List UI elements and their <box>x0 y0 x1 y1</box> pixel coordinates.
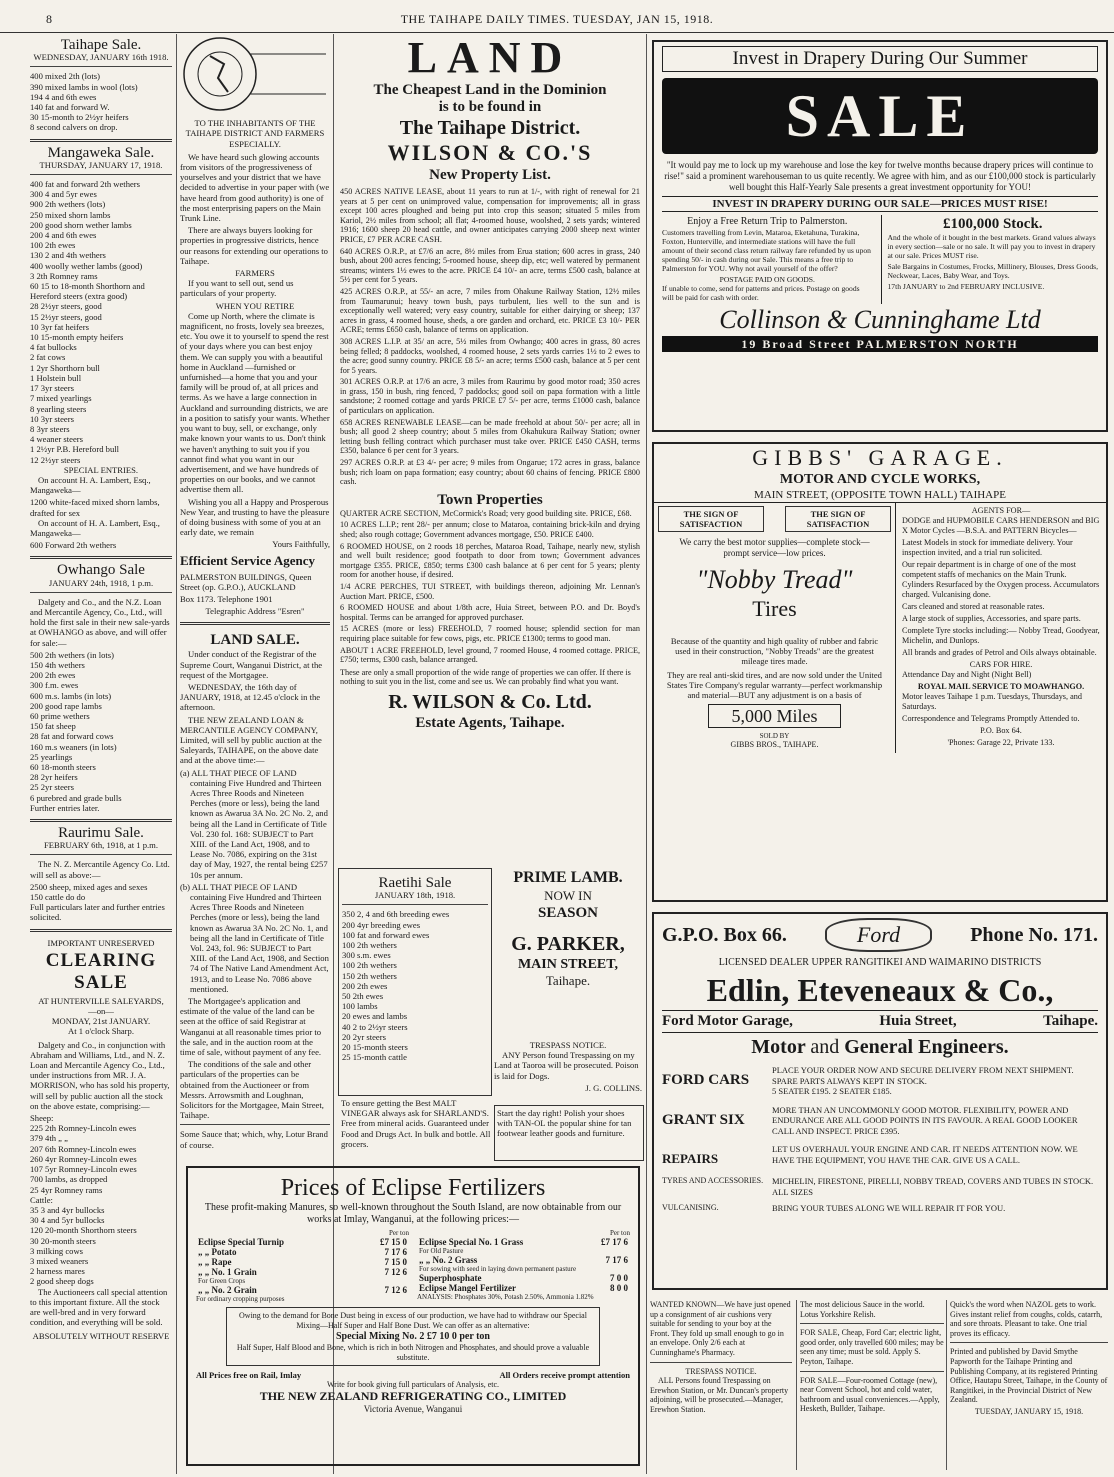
malt-ad <box>338 1095 494 1161</box>
grant-six-text: MORE THAN AN UNCOMMONLY GOOD MOTOR. FLEXIBILITY, POWER AND ENDURANCE ARE ALL GOOD POINTS IN ITS FAVOUR. A REAL GOOD LOOKER CALL AND INSPECT. PRICE £395. <box>772 1104 1078 1136</box>
property-listing: 425 ACRES O.R.P., at 55/- an acre, 7 miles from Ohakune Railway Station, 12½ miles from Taumarunui; heavy town bush, pays turbulent, lies well to the sun and is exceptionally well watered; very easy country, suitable for either dairying or sheep; 137 acres in grass, 4 roomed house, sheds, a ore garden and orchard, etc. PRICE £3 10/- PER ACRE; terms £650 cash, balance of terms on application. <box>340 286 640 335</box>
list-item: 20 2yr steers <box>342 1031 386 1042</box>
property-listing: 450 ACRES NATIVE LEASE, about 11 years to run at 1/-, with right of renewal for 21 years at 5 per cent on unimproved value, compensation for improvements; all in grass except 100 acres ploughed and being put into crop this season; situated 5 miles from Kariol, 2½ miles from school; all flat; 4-roomed house, woolshed, 2 sets yards; wintered 1916; 1600 sheep 20 head cattle, and owner anticipates carrying 2000 sheep next winter PRICE, £7 PER ACRE CASH. <box>340 187 640 244</box>
land-property-list <box>340 187 640 487</box>
eclipse-write: Write for book giving full particulars of Analysis, etc. <box>326 1380 500 1389</box>
list-item: drafted for sex <box>30 507 81 518</box>
vulc-text: BRING YOUR TUBES ALONG WE WILL REPAIR IT FOR YOU. <box>772 1203 1006 1213</box>
list-item: 3 mixed weaners <box>30 1255 89 1266</box>
clearing-time: At 1 o'clock Sharp. <box>68 1026 134 1037</box>
classified-mid <box>796 1300 944 1470</box>
list-item: 10 3yr steers <box>30 413 74 424</box>
drapery-sale-banner: SALE <box>662 78 1098 154</box>
list-item: 25 4yr Romney rams <box>30 1184 103 1195</box>
drapery-invest: INVEST IN DRAPERY DURING OUR SALE—PRICES MUST RISE! <box>662 196 1098 212</box>
price-row: For sowing with seed in laying down permanent pasture <box>419 1265 577 1273</box>
special-entries: SPECIAL ENTRIES. <box>63 464 139 475</box>
list-item: 50 2th ewes <box>342 991 384 1002</box>
price-row: Superphosphate 7 0 0 <box>419 1273 628 1283</box>
price-row: „ „ No. 1 Grain 7 12 6 <box>198 1267 407 1277</box>
eclipse-right-note: ANALYSIS: Phosphates 30%, Potash 2.50%, Ammonia 1.82% <box>417 1293 594 1301</box>
list-item: 8 second calvers on drop. <box>30 122 118 133</box>
drapery-banner: Invest in Drapery During Our Summer <box>662 46 1098 72</box>
nazol-ad: Quick's the word when NAZOL gets to work. Gives instant relief from coughs, colds, catarrh, and sore throats. Pleasant to take. One trial proves its efficacy. <box>950 1300 1103 1338</box>
mangaweka-sale-list <box>30 179 172 465</box>
stock-title: £100,000 Stock. <box>942 216 1043 232</box>
list-item: 1 Holstein bull <box>30 372 82 383</box>
list-item: 8 yearling steers <box>30 403 87 414</box>
list-item: 25 yearlings <box>30 751 73 762</box>
list-item: 10 3yr fat heifers <box>30 321 89 332</box>
land-sale-p3: The Mortgagee's application and estimate of the value of the land can be seen at the office of said Registrar at Wanganui at all reasonable times prior to the sale, and in the auction room at the time of sale, without payment of any fee. <box>180 996 322 1058</box>
list-item: 20 15-month steers <box>342 1042 408 1053</box>
edlin-phone: Phone No. 171. <box>970 923 1098 946</box>
eclipse-right-table <box>417 1237 630 1293</box>
esa-address-2: Box 1173. Telephone 1901 <box>180 593 273 604</box>
prime-lamb-name: G. PARKER, <box>511 933 625 955</box>
edlin-box: G.P.O. Box 66. <box>662 923 787 946</box>
price-row: Eclipse Special No. 1 Grass £7 17 6 <box>419 1237 628 1247</box>
for-sale-cottage: FOR SALE—Four-roomed Cottage (new), near Convent School, hot and cold water, bathroom and usual conveniences.—Apply, Hesketh, Bullder, Taihape. <box>800 1375 940 1414</box>
taihape-sale-title: Taihape Sale. <box>60 37 142 53</box>
list-item: 8 3yr steers <box>30 423 70 434</box>
classified-left <box>650 1300 792 1470</box>
land-sale-intro: Under conduct of the Registrar of the Supreme Court, Wanganui District, at the request of the Mortgagee. <box>180 649 323 680</box>
royal-mail: ROYAL MAIL SERVICE TO MOAWHANGO. <box>917 682 1085 691</box>
gibbs-phones: 'Phones: Garage 22, Private 133. <box>947 738 1055 747</box>
list-item: 4 weaner steers <box>30 434 83 445</box>
list-item: 140 fat and forward W. <box>30 102 110 113</box>
esa-para-4: Come up North, where the climate is magnificent, no frosts, lovely sea breezes, etc. You owe it to yourself to spend the rest of your days where you can best enjoy them. We can supply you with a beautiful home in Auckland —furnished or unfurnished—a home that you and your family will be proud of, at all prices and terms. As we have a large connection in Auckland and surrounding districts, we are in a position to satisfy your wants. Whether you want to buy, sell, or exchange, only make known your wants to us. Don't think we haven't anything to suit you if you cannot find what you want in our advertisement, and we have hundreds of properties on our books, and we cannot advertise them all. <box>180 310 330 495</box>
clearing-list <box>30 1113 172 1286</box>
prime-lamb-town: Taihape. <box>545 973 591 988</box>
ford-cars-text: PLACE YOUR ORDER NOW AND SECURE DELIVERY FROM NEXT SHIPMENT. SPARE PARTS ALWAYS KEPT IN STOCK. <box>772 1065 1074 1086</box>
clearing-footer: ABSOLUTELY WITHOUT RESERVE <box>32 1331 170 1342</box>
esa-address-3: Telegraphic Address "Esren" <box>205 606 305 617</box>
raurimu-sale-title: Raurimu Sale. <box>58 825 144 842</box>
edlin-name: Edlin, Eteveneaux & Co., <box>706 972 1054 1008</box>
list-item: 600 Forward 2th wethers <box>30 540 117 551</box>
list-item: 30 20-month steers <box>30 1235 96 1246</box>
eclipse-left-table <box>196 1237 409 1295</box>
land-footer-1: R. WILSON & Co. Ltd. <box>388 690 592 713</box>
list-item: 200 good rape lambs <box>30 700 102 711</box>
postage-title: POSTAGE PAID ON GOODS. <box>719 275 815 284</box>
nobby-tread: "Nobby Tread" <box>696 565 853 594</box>
account-lambert-1: On account H. A. Lambert, Esq., Mangaweka— <box>30 474 151 496</box>
list-item: 300 f.m. ewes <box>30 680 79 691</box>
list-item: 200 good shorn wether lambs <box>30 219 132 230</box>
gibbs-title: GIBBS' GARAGE. <box>752 445 1008 470</box>
raurimu-further: Full particulars later and further entries solicited. <box>30 902 165 923</box>
list-item: 40 2 to 2½yr steers <box>342 1021 408 1032</box>
list-item: 17 3yr steers <box>30 383 74 394</box>
esa-header: TO THE INHABITANTS OF THE TAIHAPE DISTRICT AND FARMERS ESPECIALLY. <box>185 118 325 149</box>
esa-globe-icon <box>180 34 330 114</box>
taihape-sale-list <box>30 71 172 132</box>
eclipse-left-note: For ordinary cropping purposes <box>196 1295 285 1303</box>
gibbs-because: Because of the quantity and high quality of rubber and fabric used in their construction, "Nobby Treads" are the greatest mileage tires made. <box>670 636 879 666</box>
tyres-label: TYRES AND ACCESSORIES. <box>662 1176 764 1185</box>
list-item: 25 2yr steers <box>30 782 74 793</box>
gibbs-tagline: We carry the best motor supplies—complete stock—prompt service—low prices. <box>679 537 870 558</box>
list-item: 3 2th Romney rams <box>30 270 98 281</box>
list-item: 130 2 and 4th wethers <box>30 250 106 261</box>
latest-models: Latest Models in stock for immediate delivery. Your inspection invited, and a trial run solicited. <box>902 538 1073 557</box>
land-footer-2: Estate Agents, Taihape. <box>415 714 565 731</box>
eclipse-free: All Prices free on Rail, Imlay <box>196 1370 302 1380</box>
erewhon-trespass: ALL Persons found Trespassing on Erewhon Station, or Mr. Duncan's property adjoining, will be prosecuted.—Manager, Erewhon Station. <box>650 1376 789 1414</box>
town-property-listing: 6 ROOMED HOUSE, on 2 roods 18 perches, Mataroa Road, Taihape, nearly new, stylish and well built residence; good footpath to door from town; Government advances mortgage £355. PRICE, £850; terms £300 cash balance at 6 per cent for 5 years; plenty room for another house, if desired. <box>340 541 640 580</box>
eclipse-left-head: Per ton <box>388 1229 409 1237</box>
eclipse-right-head: Per ton <box>609 1229 630 1237</box>
list-item: 12 2½yr steers <box>30 454 81 465</box>
edlin-taihape: Taihape. <box>1043 1013 1098 1029</box>
list-item: 1200 white-faced mixed shorn lambs, <box>30 497 160 508</box>
eclipse-intro: These profit-making Manures, so well-known throughout the South Island, are now obtainable from our works at Imlay, Wanganui, at the following prices:— <box>204 1202 622 1225</box>
list-item: 207 6th Romney-Lincoln ewes <box>30 1143 137 1154</box>
eclipse-ad <box>186 1166 640 1466</box>
gibbs-oils: All brands and grades of Petrol and Oils always obtainable. <box>902 648 1097 657</box>
esa-para-2: There are always buyers looking for properties in progressive districts, hence our reasons for extending our operations to Taihape. <box>180 225 328 266</box>
owhango-sale-list <box>30 650 172 803</box>
raetihi-date: JANUARY 18th, 1918. <box>374 890 456 901</box>
gibbs-sub: MOTOR AND CYCLE WORKS, <box>779 472 981 487</box>
town-property-listing: 1/4 ACRE PERCHES, TUI STREET, with buildings thereon, adjoining Mr. Lennan's Auction Mart. PRICE, £500. <box>340 581 640 601</box>
miles-label: 5,000 Miles <box>708 704 841 728</box>
gibbs-street: MAIN STREET, (OPPOSITE TOWN HALL) TAIHAPE <box>654 488 1106 503</box>
clearing-date: MONDAY, 21st JANUARY. <box>51 1016 151 1027</box>
edlin-motor: Motor <box>751 1036 806 1058</box>
drapery-firm: Collinson & Cunninghame Ltd <box>719 305 1041 334</box>
list-item: 260 4yr Romney-Lincoln ewes <box>30 1153 137 1164</box>
town-property-listing: QUARTER ACRE SECTION, McCormick's Road; very good building site. PRICE, £68. <box>340 508 632 518</box>
cars-for-hire: CARS FOR HIRE. <box>969 660 1033 669</box>
grant-six-label: GRANT SIX <box>662 1111 745 1128</box>
list-item: 28 2yr heifers <box>30 772 78 783</box>
list-item: 4 fat bullocks <box>30 342 77 353</box>
price-row: „ „ No. 2 Grain 7 12 6 <box>198 1285 407 1295</box>
raurimu-sale-list <box>30 882 172 902</box>
agents-list: DODGE and HUPMOBILE CARS HENDERSON and BIG X Motor Cycles —B.S.A. and PATTERN Bicycles— <box>902 516 1100 535</box>
vulc-label: VULCANISING. <box>662 1203 719 1212</box>
drapery-ad <box>652 40 1108 432</box>
gibbs-stock: A large stock of supplies, Accessories, and spare parts. <box>902 614 1081 623</box>
sign-of-satisfaction-2: THE SIGN OF SATISFACTION <box>785 506 891 532</box>
bone-text: Owing to the demand for Bone Dust being in excess of our production, we have had to withdraw our Special Mixing—Half Super and Half Bone Dust. We can offer as an alternative: <box>239 1311 587 1330</box>
tanol-text: Start the day right! Polish your shoes with TAN-OL the popular shine for tan footwear leather goods and furniture. <box>497 1108 632 1139</box>
list-item: 200 2th ewes <box>342 980 388 991</box>
owhango-intro: Dalgety and Co., and the N.Z. Loan and Mercantile Agency, Co., Ltd., will hold the first sale in their new sale-yards at OWHANGO as above, and will offer for sale:— <box>30 596 170 648</box>
ford-cars-label: FORD CARS <box>662 1072 750 1088</box>
gibbs-bros: GIBBS BROS., TAIHAPE. <box>730 740 819 749</box>
clearing-intro: Dalgety and Co., in conjunction with Abraham and Williams, Ltd., and N. Z. Loan and Mercantile Agency Co., Ltd., under instructions from MR. J. A. MORRISON, who has sold his property, will sell by public auction all the stock on the above estate, comprising:— <box>30 1039 170 1111</box>
edlin-and: and <box>810 1036 840 1058</box>
trespass-collins-sign: J. G. COLLINS. <box>585 1082 642 1093</box>
clearing-important: IMPORTANT UNRESERVED <box>47 937 155 948</box>
edlin-garage: Ford Motor Garage, <box>662 1013 793 1029</box>
repair-dept: Our repair department is in charge of one of the most competent staffs of mechanics on the Main Trunk. Cylinders Resurfaced by the Oxygen process. Accumulators charged. Vulcanising done. <box>902 560 1100 599</box>
raurimu-intro: The N. Z. Mercantile Agency Co. Ltd. will sell as above:— <box>30 859 170 880</box>
drapery-quote: "It would pay me to lock up my warehouse and lose the key for twelve months because drapery prices will continue to rise!" said a prominent warehouseman to us quite recently. We agree with him, and as our £100,000 stock is particularly well bought this Half-Yearly Sale presents a great investment opportunity for YOU! <box>664 160 1096 192</box>
list-item: 15 2½yr steers, good <box>30 311 102 322</box>
property-listing: 658 ACRES RENEWABLE LEASE—can be made freehold at about 50/- per acre; all in bush; all good 2 sheep country; about 5 miles from Okahukura Railway Station; owner letting bush felling contract which purchaser must take over. PRICE £450 CASH, terms £350, balance 6 per cent for 3 years. <box>340 417 640 456</box>
esa-retire: WHEN YOU RETIRE <box>215 300 295 311</box>
list-item: 300 s.m. ewes <box>342 950 391 961</box>
list-item: 300 4 and 5yr ewes <box>30 189 97 200</box>
list-item: 350 2, 4 and 6th breeding ewes <box>342 909 450 920</box>
edlin-licensed: LICENSED DEALER UPPER RANGITIKEI AND WAIMARINO DISTRICTS <box>718 957 1042 968</box>
esa-sign: Yours Faithfully, <box>272 539 330 550</box>
property-listing: 640 ACRES O.R.P., at £7/6 an acre, 8½ miles from Erua station; 600 acres in grass, 240 bush, about 200 acres fencing; 5-roomed house, sheep dip, etc; well watered by permanent streams; winters 1½ ewes to the acre. PRICE £4 10/- an acre, terms £500 cash, balance at 5½ per cent for 5 years. <box>340 246 640 285</box>
list-item: 28 2½yr steers, good <box>30 301 102 312</box>
land-sub2: is to be found in <box>438 99 542 115</box>
price-row: „ „ No. 2 Grass 7 17 6 <box>419 1255 628 1265</box>
tanol-ad <box>494 1105 644 1161</box>
price-row: „ „ Rape 7 15 0 <box>198 1257 407 1267</box>
list-item: 150 cattle do do <box>30 892 86 903</box>
esa-farmers: FARMERS <box>235 268 275 279</box>
prime-lamb-ad <box>494 868 642 1028</box>
trespass-collins <box>494 1040 642 1100</box>
account-1-list <box>30 497 172 517</box>
eclipse-address: Victoria Avenue, Wanganui <box>363 1404 463 1414</box>
esa-title: Efficient Service Agency <box>180 552 316 568</box>
list-item: 100 fat and forward ewes <box>342 929 430 940</box>
list-item: 2 fat cows <box>30 352 66 363</box>
land-closing: These are only a small proportion of the wide range of properties we can offer. If there is nothing to suit you in the list, come and see us. We can probably find what you want. <box>340 667 631 687</box>
eclipse-title: Prices of Eclipse Fertilizers <box>280 1175 546 1201</box>
list-item: 35 3 and 4yr bullocks <box>30 1204 105 1215</box>
land-sale-a: (a) ALL THAT PIECE OF LAND containing Five Hundred and Thirteen Acres Three Roods and Nineteen Perches (more or less), being the land known as Awarua 3A No. 2C No. 2, and being all the Land in Certificate of Title Vol. 230 fol. 168: SUBJECT to Part XIII. of the Land Act, 1908, and to Lease No. 7086, expiring on the 31st day of May, 1927, the rental being £257 10s per annum. <box>180 767 328 880</box>
list-item: Cattle: <box>30 1194 53 1205</box>
land-sale-p2: THE NEW ZEALAND LOAN & MERCANTILE AGENCY COMPANY, Limited, will sell by public auction at the Saleyards, TAIHAPE, on the above date and at the above time:— <box>180 714 322 766</box>
bargains: Sale Bargains in Costumes, Frocks, Millinery, Blouses, Dress Goods, Neckwear, Laces, Baby Wear, and Toys. <box>887 262 1099 280</box>
ford-logo: Ford <box>825 918 932 952</box>
mangaweka-sale-date: THURSDAY, JANUARY 17, 1918. <box>39 159 163 170</box>
price-row: Eclipse Mangel Fertilizer 8 0 0 <box>419 1283 628 1293</box>
list-item: 6 purebred and grade bulls <box>30 792 122 803</box>
ford-cars-price: 5 SEATER £195. 2 SEATER £185. <box>772 1086 892 1096</box>
tires-label: Tires <box>752 596 797 621</box>
prime-lamb-season: SEASON <box>537 905 599 921</box>
cars-stored: Cars cleaned and stored at reasonable rates. <box>902 602 1045 611</box>
list-item: 225 2th Romney-Lincoln ewes <box>30 1123 137 1134</box>
wanted-known: WANTED KNOWN—We have just opened up a consignment of air cushions very suitable for sending to your boy at the Front. They fold up small enough to go in an envelope. Only 2/6 each at Cunninghame's Pharmacy. <box>650 1300 791 1357</box>
repairs-label: REPAIRS <box>662 1151 719 1166</box>
malt-text: To ensure getting the Best MALT VINEGAR always ask for SHARLAND'S. Free from mineral acids. Guaranteed under Food and Drugs Act. In bulk and bottle. All grocers. <box>341 1098 491 1149</box>
town-property-listing: 15 ACRES (more or less) FREEHOLD, 7 roomed house; splendid section for man requiring place suitable for few cows, pigs, etc. PRICE £1300; terms to good man. <box>340 624 640 643</box>
owhango-sale-title: Owhango Sale <box>57 562 145 579</box>
esa-para-5: Wishing you all a Happy and Prosperous New Year, and trusting to have the pleasure of doing business with some of you at an early date, we remain <box>180 496 330 538</box>
list-item: 600 m.s. lambs (in lots) <box>30 690 112 701</box>
list-item: 500 2th wethers (in lots) <box>30 649 115 660</box>
list-item: 25 15-month cattle <box>342 1052 407 1063</box>
price-row: Eclipse Special Turnip £7 15 0 <box>198 1237 407 1247</box>
town-property-listing: ABOUT 1 ACRE FREEHOLD, level ground, 7 roomed House, 4 roomed cottage. PRICE, £750; terms, £300 cash, balance arranged. <box>340 645 640 665</box>
list-item: 60 15 to 18-month Shorthorn and <box>30 281 145 292</box>
mangaweka-sale-title: Mangaweka Sale. <box>47 144 155 161</box>
list-item: 1 2½yr P.B. Hereford bull <box>30 444 120 455</box>
lotus-relish: The most delicious Sauce in the world. Lotus Yorkshire Relish. <box>800 1300 925 1319</box>
list-item: 200 4yr breeding ewes <box>342 919 421 930</box>
list-item: 250 mixed shorn lambs <box>30 209 111 220</box>
land-sale-b: (b) ALL THAT PIECE OF LAND containing Five Hundred and Thirteen Acres Three Roods and Nineteen Perches (more or less), being the land known as Awarua 3A No. 2C No. 1, and being all the land in Certificate of Title Vol. 243, fol. 96: SUBJECT to Part XIII. of the Land Act, 1908, and Section 74 of The Native Land Amendment Act, 1913, and to Lease No. 7086 above mentioned. <box>180 881 329 994</box>
imprint-date: TUESDAY, JANUARY 15, 1918. <box>974 1406 1084 1416</box>
sold-by: SOLD BY <box>759 732 790 740</box>
list-item: 28 fat and forward cows <box>30 731 114 742</box>
owhango-sale-date: JANUARY 24th, 1918, 1 p.m. <box>48 577 154 588</box>
list-item: 379 4th „ „ <box>30 1133 68 1144</box>
column-1 <box>30 34 172 1474</box>
gibbs-tyres: Complete Tyre stocks including:— Nobby Tread, Goodyear, Michelin, and Dunlops. <box>902 626 1100 645</box>
list-item: 100 2th ewes <box>30 240 76 251</box>
esa-para-1: We have heard such glowing accounts from visitors of the progressiveness of yourselves and your district that we have decided to advertise in your paper with (we have heard from good authority) is one of the most enterprising papers on the Main Trunk Line. <box>180 151 330 224</box>
list-item: 200 2th ewes <box>30 670 76 681</box>
gibbs-ad <box>652 442 1108 902</box>
land-sale-p4: The conditions of the sale and other particulars of the properties can be obtained from the Auctioneer or from Messrs. Arrowsmith and Loughnan, Solicitors for the Mortgagee, Main Street, Taihape. <box>180 1059 324 1121</box>
trespass-collins-text: ANY Person found Trespassing on my Land at Taoroa will be prosecuted. Poison is laid for Dogs. <box>494 1050 639 1081</box>
masthead-title: THE TAIHAPE DAILY TIMES. TUESDAY, JAN 15, 1918. <box>400 12 714 26</box>
prime-lamb-street: MAIN STREET, <box>517 957 619 972</box>
owhango-further: Further entries later. <box>30 802 100 813</box>
erewhon-trespass-title: TRESPASS NOTICE. <box>685 1366 757 1376</box>
gibbs-antiskid: They are real anti-skid tires, and are now sold under the United States Tire Company's regular warranty—perfect workmanship and material—BUT any adjustment is on a basis of <box>666 670 883 700</box>
correspondence: Correspondence and Telegrams Promptly Attended to. <box>902 714 1080 723</box>
list-item: 60 prime wethers <box>30 710 90 721</box>
gibbs-box: P.O. Box 64. <box>980 726 1022 735</box>
list-item: 107 5yr Romney-Lincoln ewes <box>30 1164 137 1175</box>
list-item: 900 2th wethers (lots) <box>30 199 106 210</box>
attendance: Attendance Day and Night (Night Bell) <box>902 670 1032 679</box>
list-item: 30 15-month to 2½yr heifers <box>30 112 129 123</box>
clearing-sale-title: CLEARING SALE <box>45 949 157 993</box>
list-item: 400 fat and forward 2th wethers <box>30 179 141 190</box>
list-item: 3 milking cows <box>30 1245 83 1256</box>
property-listing: 301 ACRES O.R.P. at 17/6 an acre, 3 miles from Raurimu by good motor road; 350 acres in grass, 150 in bush, ring fenced, 7 paddocks; good soil on papa formation with a little sandstone; 2 roomed cottage and yards PRICE £7 5/- per acre, terms £1000 cash, balance of particulars on application. <box>340 377 640 416</box>
clearing-at: AT HUNTERVILLE SALEYARDS, <box>38 995 164 1006</box>
page-number: 8 <box>46 12 52 26</box>
bone-desc: Half Super, Half Blood and Bone, which is rich in both Nitrogen and Phosphates, and should prove a valuable substitute. <box>236 1343 590 1362</box>
list-item: 100 2th wethers <box>342 940 397 951</box>
list-item: 150 fat sheep <box>30 721 76 732</box>
lotur-sauce: Some Sauce that; which, why, Lotur Brand of course. <box>180 1129 328 1150</box>
list-item: 30 4 and 5yr bullocks <box>30 1215 105 1226</box>
land-sub1: The Cheapest Land in the Dominion <box>373 82 607 98</box>
masthead <box>0 8 1114 33</box>
town-properties-title: Town Properties <box>437 491 543 508</box>
price-row: For Old Pasture <box>419 1247 464 1255</box>
esa-para-3: If you want to sell out, send us particulars of your property. <box>180 278 294 299</box>
trip-text: Customers travelling from Levin, Mataroa, Eketahuna, Turakina, Foxton, Hunterville, and intermediate stations will have the full amount of their second class return railway fare refunded by us upon spending 50/- in cash during our Sale. This means a free trip to Palmerston for YOU. Why not avail yourself of the offer? <box>662 228 871 273</box>
list-item: 700 lambs, as dropped <box>30 1174 108 1185</box>
list-item: 2500 sheep, mixed ages and sexes <box>30 881 148 892</box>
land-newlist: New Property List. <box>429 167 551 183</box>
eclipse-company: THE NEW ZEALAND REFRIGERATING CO., LIMITED <box>259 1389 567 1403</box>
land-district: The Taihape District. <box>399 117 581 139</box>
prime-lamb-now: NOW IN <box>544 888 592 903</box>
list-item: 100 lambs <box>342 1001 378 1012</box>
land-sale-p1: WEDNESDAY, the 16th day of JANUARY, 1918, at 12.45 o'clock in the afternoon. <box>180 681 321 713</box>
list-item: 160 m.s weaners (in lots) <box>30 741 117 752</box>
edlin-huia: Huia Street, <box>879 1013 957 1029</box>
clearing-on: —on— <box>88 1006 114 1017</box>
trespass-collins-title: TRESPASS NOTICE. <box>529 1040 607 1050</box>
prime-lamb-title: PRIME LAMB. <box>513 869 623 886</box>
list-item: 100 2th wethers <box>342 960 397 971</box>
list-item: 120 20-month Shorthorn steers <box>30 1225 137 1236</box>
raetihi-ad <box>338 868 492 1096</box>
list-item: 400 woolly wether lambs (good) <box>30 260 143 271</box>
eclipse-orders: All Orders receive prompt attention <box>499 1370 630 1380</box>
list-item: 150 2th wethers <box>342 970 397 981</box>
account-lambert-2: On account of H. A. Lambert, Esq., Mangaweka— <box>30 517 160 538</box>
tyres-text: MICHELIN, FIRESTONE, PIRELLI, NOBBY TREAD, COVERS AND TUBES IN STOCK. ALL SIZES <box>772 1176 1094 1197</box>
list-item: 60 18-month steers <box>30 762 96 772</box>
raetihi-title: Raetihi Sale <box>378 875 452 891</box>
list-item: 200 4 and 6th ewes <box>30 230 97 241</box>
list-item: 2 good sheep dogs <box>30 1276 94 1287</box>
account-2-list <box>30 540 172 550</box>
list-item: 10 15-month empty heifers <box>30 332 124 343</box>
bone-dust-box <box>226 1307 600 1366</box>
property-listing: 308 ACRES L.I.P. at 35/ an acre, 5½ miles from Owhango; 400 acres in grass, 80 acres being felled; 8 paddocks, woolshed, 4 roomed house, 2 sets yards carries 1½ to 2 ewes to the acre; good sunny country. PRICE £8 5/- an acre; terms £500 cash, balance at 5 per cent for 5 years. <box>340 336 640 375</box>
list-item: 390 mixed lambs in wool (lots) <box>30 81 138 92</box>
town-property-listing: 6 ROOMED HOUSE and about 1/8th acre, Huia Street, between P.O. and Dr. Boyd's hospital. Terms can be arranged for approved purchaser. <box>340 603 640 622</box>
esa-address-1: PALMERSTON BUILDINGS, Queen Street (op. G.P.O.), AUCKLAND <box>180 571 312 592</box>
list-item: 1 2yr Shorthorn bull <box>30 362 100 373</box>
list-item: 150 4th wethers <box>30 659 85 670</box>
drapery-street: 19 Broad Street PALMERSTON NORTH <box>662 336 1098 352</box>
land-title: LAND <box>407 34 573 82</box>
motor-leaves: Motor leaves Taihape 1 p.m. Tuesdays, Thursdays, and Saturdays. <box>902 692 1082 711</box>
postage-text: If unable to come, send for patterns and prices. Postage on goods will be paid for cash with order. <box>662 284 860 302</box>
taihape-sale-date: WEDNESDAY, JANUARY 16th 1918. <box>33 52 169 63</box>
town-property-list <box>340 509 640 665</box>
list-item: 2 harness mares <box>30 1266 85 1277</box>
list-item: 20 ewes and lambs <box>342 1011 408 1022</box>
land-sale-title: LAND SALE. <box>210 632 300 649</box>
list-item: Sheep: <box>30 1113 54 1124</box>
sale-dates: 17th JANUARY to 2nd FEBRUARY INCLUSIVE. <box>887 282 1045 291</box>
town-property-listing: 10 ACRES L.I.P.; rent 28/- per annum; close to Mataroa, containing brick-kiln and drying shed; also rough cottage; Government advances mortgage, £50. PRICE £400. <box>340 520 640 539</box>
sign-of-satisfaction-1: THE SIGN OF SATISFACTION <box>658 506 764 532</box>
trip-title: Enjoy a Free Return Trip to Palmerston. <box>687 216 848 227</box>
list-item: Hereford steers (extra good) <box>30 291 128 302</box>
for-sale-ford: FOR SALE, Cheap, Ford Car; electric light, good order, only travelled 600 miles; may be seen any time; must be sold. Apply S. Peyton, Taihape. <box>800 1328 944 1366</box>
clearing-outro: The Auctioneers call special attention to this important fixture. All the stock are well-bred and in very forward condition, and everything will be sold. <box>30 1286 168 1328</box>
repairs-text: LET US OVERHAUL YOUR ENGINE AND CAR. IT NEEDS ATTENTION NOW. WE HAVE THE EQUIPMENT, YOU HAVE THE CAR. GIVE US A CALL. <box>772 1144 1078 1165</box>
list-item: 7 mixed yearlings <box>30 393 92 404</box>
land-company: WILSON & CO.'S <box>387 140 593 165</box>
edlin-ad <box>652 912 1108 1290</box>
stock-text: And the whole of it bought in the best markets. Grand values always in every section—sale or no sale. It will pay you to invest in drapery at our sale. Prices MUST rise. <box>887 233 1096 260</box>
property-listing: 297 ACRES O.R.P. at £3 4/- per acre; 9 miles from Ongarue; 172 acres in grass, balance bush; rich loam on papa formation; easy country; about 60 chains of fencing. PRICE £800 cash. <box>340 458 640 487</box>
edlin-general: General Engineers. <box>844 1036 1009 1058</box>
classified-right <box>946 1300 1108 1470</box>
imprint: Printed and published by David Smythe Papworth for the Taihape Printing and Publishing Company, at its registered Printing Office, Hautapu Street, Taihape, in the County of Rangitikei, in the Provincial District of New Zealand. <box>950 1347 1108 1405</box>
agents-for: AGENTS FOR— <box>971 506 1031 515</box>
land-ad <box>340 34 640 864</box>
list-item: 194 4 and 6th ewes <box>30 91 97 102</box>
bone-special: Special Mixing No. 2 £7 10 0 per ton <box>336 1331 490 1342</box>
price-row: „ „ Potato 7 17 6 <box>198 1247 407 1257</box>
price-row: For Green Crops <box>198 1277 246 1285</box>
raetihi-list <box>342 909 488 1062</box>
list-item: 400 mixed 2th (lots) <box>30 71 100 82</box>
raurimu-sale-date: FEBRUARY 6th, 1918, at 1 p.m. <box>43 840 159 851</box>
